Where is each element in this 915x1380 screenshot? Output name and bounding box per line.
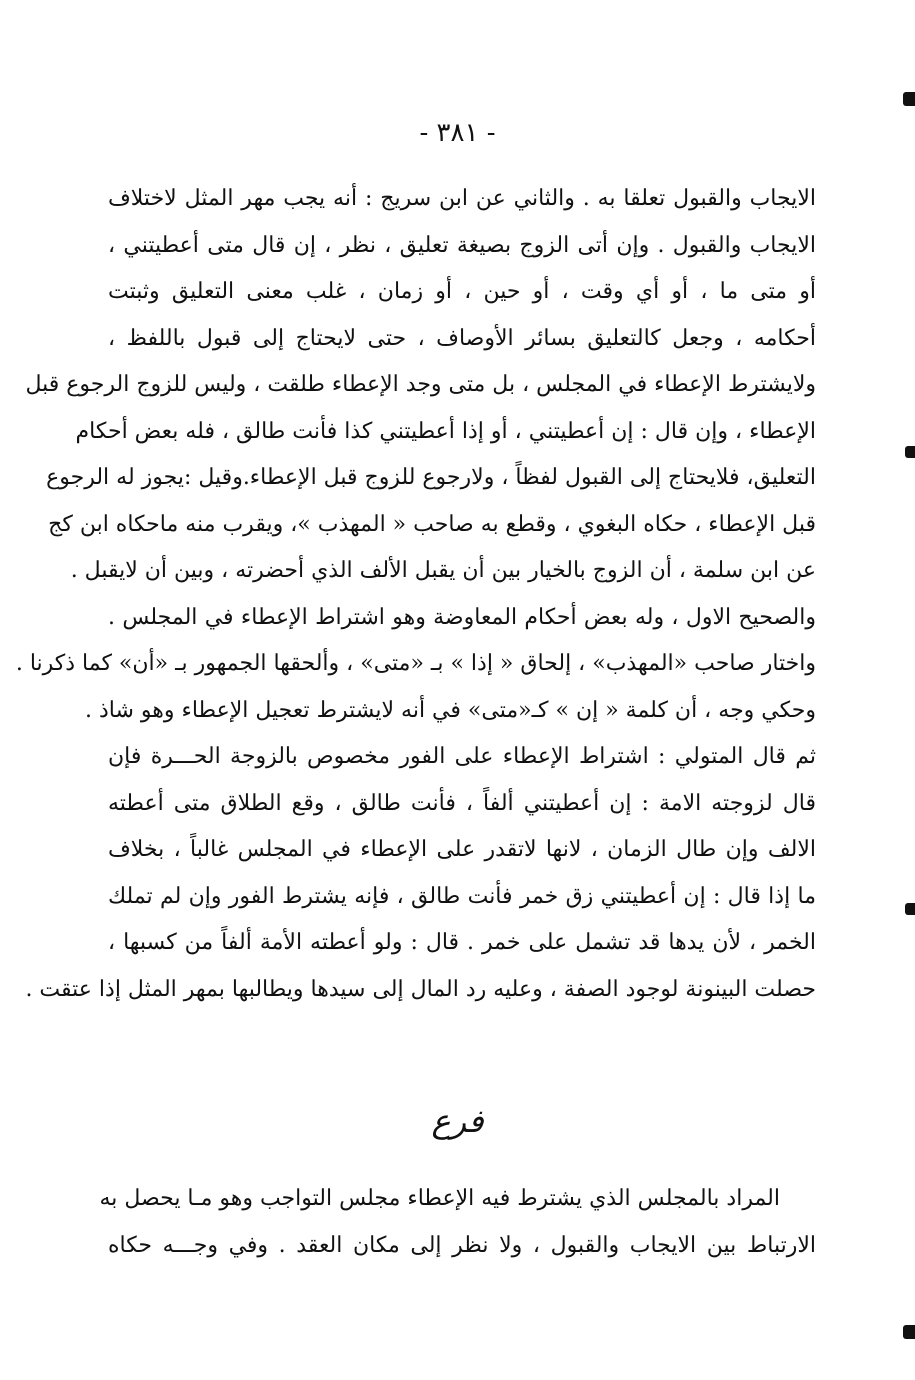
text-line: ولايشترط الإعطاء في المجلس ، بل متى وجد الإعطاء طلقت ، وليس للزوج الرجوع قبل [25, 372, 816, 397]
text-line: أحكامه ، وجعل كالتعليق بسائر الأوصاف ، حتى لايحتاج إلى قبول باللفظ ، [108, 325, 816, 351]
text-line: واختار صاحب «المهذب» ، إلحاق « إذا » بـ «متى» ، وألحقها الجمهور بـ «أن» كما ذكرنا . [15, 651, 816, 676]
text-line: الالف وإن طال الزمان ، لانها لاتقدر على الإعطاء في المجلس غالباً ، بخلاف [108, 837, 816, 862]
text-line: الايجاب والقبول تعلقا به . والثاني عن ابن سريج : أنه يجب مهر المثل لاختلاف [108, 186, 816, 211]
text-line: الخمر ، لأن يدها قد تشمل على خمر . قال : ولو أعطته الأمة ألفاً من كسبها ، [108, 930, 816, 955]
section-paragraph [99, 1176, 816, 1269]
text-line: الإعطاء ، وإن قال : إن أعطيتني ، أو إذا أعطيتني كذا فأنت طالق ، فله بعض أحكام [75, 418, 816, 444]
margin-mark [905, 446, 915, 458]
margin-mark [903, 92, 915, 106]
text-line: قال لزوجته الامة : إن أعطيتني ألفاً ، فأنت طالق ، وقع الطلاق متى أعطته [108, 790, 816, 816]
margin-mark [903, 1325, 915, 1339]
text-line: حصلت البينونة لوجود الصفة ، وعليه رد المال إلى سيدها ويطالبها بمهر المثل إذا عتقت . [25, 976, 816, 1002]
page-number: - ٣٨١ - [419, 118, 496, 148]
text-line: الايجاب والقبول . وإن أتى الزوج بصيغة تعليق ، نظر ، إن قال متى أعطيتني ، [108, 232, 816, 258]
margin-mark [905, 903, 915, 915]
text-line: عن ابن سلمة ، أن الزوج بالخيار بين أن يقبل الألف الذي أحضرته ، وبين أن لايقبل . [70, 558, 816, 583]
body-paragraph [15, 176, 816, 1013]
text-line: وحكي وجه ، أن كلمة « إن » كـ«متى» في أنه لايشترط تعجيل الإعطاء وهو شاذ . [85, 697, 816, 723]
text-line: الارتباط بين الايجاب والقبول ، ولا نظر إلى مكان العقد . وفي وجـــه حكاه [108, 1232, 816, 1258]
text-line: ثم قال المتولي : اشتراط الإعطاء على الفور مخصوص بالزوجة الحـــرة فإن [108, 744, 816, 769]
text-line: التعليق، فلايحتاج إلى القبول لفظاً ، ولارجوع للزوج قبل الإعطاء.وقيل :يجوز له الرجوع [46, 465, 816, 490]
text-line: والصحيح الاول ، وله بعض أحكام المعاوضة وهو اشتراط الإعطاء في المجلس . [108, 604, 816, 630]
text-line: المراد بالمجلس الذي يشترط فيه الإعطاء مجلس التواجب وهو مـا يحصل به [99, 1186, 780, 1211]
text-line: ما إذا قال : إن أعطيتني زق خمر فأنت طالق ، فإنه يشترط الفور وإن لم تملك [108, 883, 816, 909]
text-line: قبل الإعطاء ، حكاه البغوي ، وقطع به صاحب « المهذب »، ويقرب منه ماحكاه ابن كج [48, 511, 816, 537]
section-heading: فرع [431, 1102, 484, 1140]
text-line: أو متى ما ، أو أي وقت ، أو حين ، أو زمان ، غلب معنى التعليق وثبتت [108, 279, 816, 304]
